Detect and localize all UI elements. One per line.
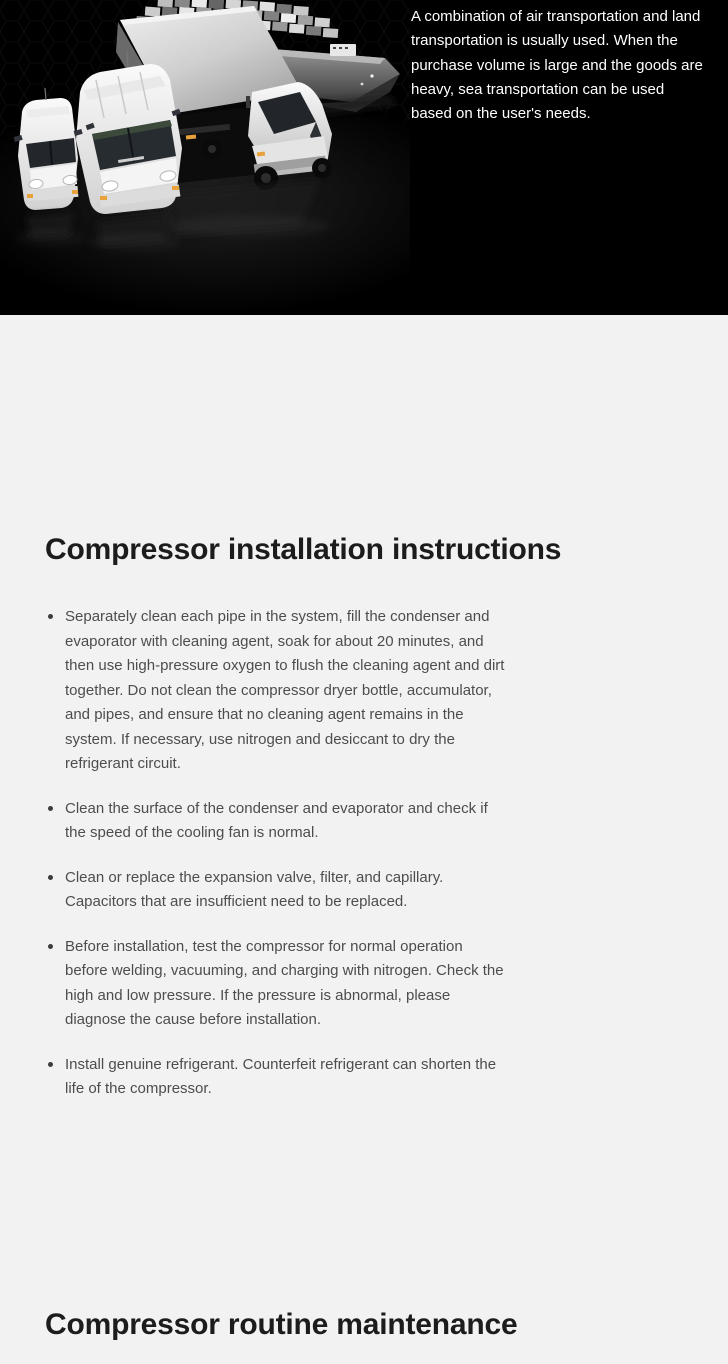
maintenance-section-title: Compressor routine maintenance <box>45 1307 518 1341</box>
bullet-icon <box>48 875 53 880</box>
installation-section-title: Compressor installation instructions <box>45 533 562 566</box>
transport-illustration <box>0 0 410 315</box>
list-item <box>45 797 507 846</box>
list-item-text: Clean the surface of the condenser and evaporator and check if the speed of the cooling fan is normal. <box>65 799 488 841</box>
list-item <box>45 1053 507 1102</box>
list-item <box>45 866 507 915</box>
list-item-text: Clean or replace the expansion valve, filter, and capillary. Capacitors that are insufficient need to be replaced. <box>65 868 444 910</box>
installation-instructions-list <box>45 605 507 1102</box>
bullet-icon <box>48 614 53 619</box>
list-item-text: Before installation, test the compressor for normal operation before welding, vacuuming, and charging with nitrogen. Check the high and low pressure. If the pressure is abnormal, please diagnose the cause before installation. <box>65 937 504 1028</box>
content <box>0 315 728 1363</box>
hero-banner <box>0 0 728 315</box>
transport-vehicles-image <box>0 0 410 315</box>
bullet-icon <box>48 806 53 811</box>
bullet-icon <box>48 944 53 949</box>
list-item <box>45 935 507 1033</box>
list-item-text: Separately clean each pipe in the system, fill the condenser and evaporator with cleaning agent, soak for about 20 minutes, and then use high-pressure oxygen to flush the cleaning agent and dirt together. Do not clean the compressor dryer bottle, accumulator, and pipes, and ensure that no cleaning agent remains in the system. If necessary, use nitrogen and desiccant to dry the refrigerant circuit. <box>65 608 505 772</box>
bullet-icon <box>48 1062 53 1067</box>
hero-description: A combination of air transportation and land transportation is usually used. When the purchase volume is large and the goods are heavy, sea transportation can be used based on the user's needs. <box>411 8 703 123</box>
section-maintenance <box>45 1122 683 1343</box>
list-item <box>45 605 507 777</box>
list-item-text: Install genuine refrigerant. Counterfeit refrigerant can shorten the life of the compressor. <box>65 1055 497 1097</box>
section-installation <box>45 315 683 1102</box>
